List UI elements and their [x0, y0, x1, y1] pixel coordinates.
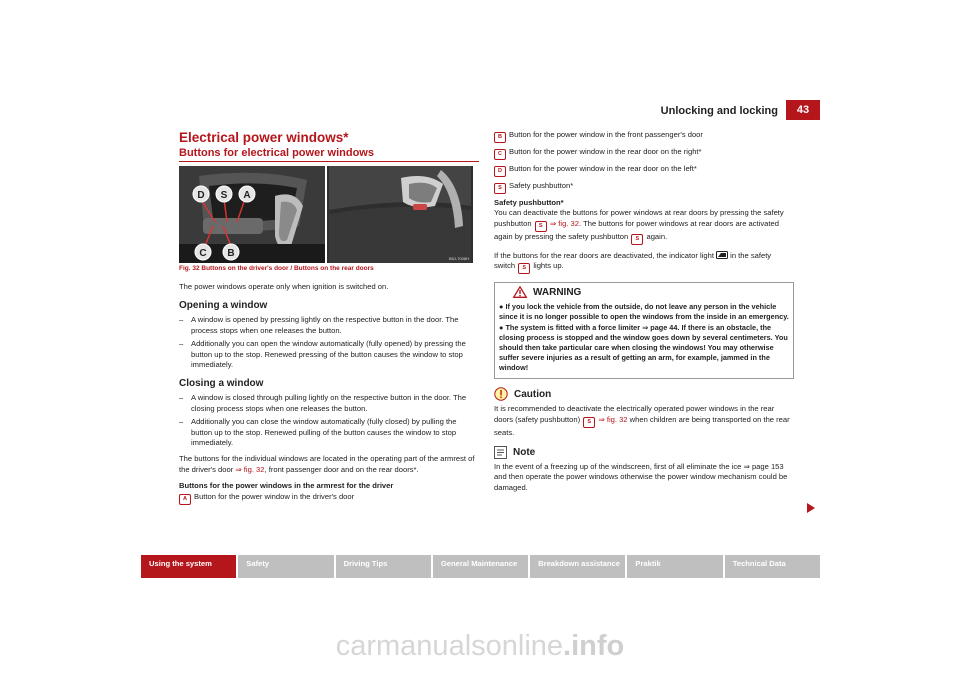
warning-box: [494, 282, 794, 379]
warning-title: WARNING: [533, 286, 582, 298]
callout-s: S: [220, 190, 228, 201]
page-ref-link-2[interactable]: ⇒ page 153: [743, 462, 784, 472]
button-item-ac: C Button for the power window in the rear door on the right*: [494, 147, 794, 160]
section-title: Electrical power windows*: [179, 130, 349, 145]
buttons-location-text: The buttons for the individual windows are located in the operating part of the armrest of the driver's door ⇒ fig. 32, front passenger door and on the rear doors*.: [179, 454, 475, 474]
callout-b: B: [227, 248, 235, 259]
tab-breakdown-assistance[interactable]: Breakdown assistance: [530, 555, 625, 578]
tab-safety[interactable]: Safety: [238, 555, 333, 578]
button-item-as: S Safety pushbutton*: [494, 181, 794, 194]
armrest-heading: Buttons for the power windows in the armrest for the driver: [179, 481, 394, 491]
note-icon: [494, 446, 507, 459]
tab-using-the-system[interactable]: Using the system: [141, 555, 236, 578]
badge-s-inline-3: S: [518, 263, 530, 274]
callout-d: D: [197, 190, 205, 201]
intro-text: The power windows operate only when ignition is switched on.: [179, 282, 389, 291]
right-column: [494, 130, 794, 493]
chapter-tabs: [141, 555, 820, 578]
caution-title-row: [494, 387, 794, 401]
warning-item-2: ● The system is fitted with a force limiter ⇒ page 44. If there is an obstacle, the closing process is stopped and the window goes down by several centimeters. You should then take particular care when closing the windows! You may otherwise suffer severe injuries as a result of getting an arm, for example, jammed in the window!: [499, 323, 788, 373]
badge-a: A: [179, 494, 191, 505]
watermark: carmanualsonline.info: [335, 630, 625, 662]
left-column: [179, 130, 479, 505]
tab-technical-data[interactable]: Technical Data: [725, 555, 820, 578]
safety-paragraph-2: If the buttons for the rear doors are deactivated, the indicator light in the safety switch S lights up.: [494, 251, 794, 274]
image-code: B5J-7008H: [448, 256, 469, 261]
badge-c: C: [494, 149, 506, 160]
closing-heading: Closing a window: [179, 378, 264, 390]
button-item-ad: D Button for the power window in the rear door on the left*: [494, 164, 794, 177]
page-ref-link[interactable]: ⇒ page 44: [642, 323, 678, 333]
warning-triangle-icon: [513, 286, 527, 298]
fig-ref-link-2[interactable]: ⇒ fig. 32: [549, 218, 579, 228]
opening-step-1: – A window is opened by pressing lightly on the respective button in the door. The process stops when one releases the button.: [179, 315, 479, 336]
fig-ref-link[interactable]: ⇒ fig. 32: [235, 464, 265, 474]
page-number: 43: [786, 100, 820, 120]
tab-driving-tips[interactable]: Driving Tips: [336, 555, 431, 578]
closing-step-1: – A window is closed through pulling lightly on the respective button in the door. The closing process stops when one releases the button.: [179, 393, 479, 414]
fig-ref-link-3[interactable]: ⇒ fig. 32: [598, 414, 628, 424]
figure-door-buttons: [179, 166, 473, 263]
callout-c: C: [199, 248, 207, 259]
closing-step-2: – Additionally you can close the window automatically (fully closed) by pulling the button up to the stop. Renewed pulling of the button causes the window to stop immediately.: [179, 417, 479, 448]
badge-b: B: [494, 132, 506, 143]
opening-step-2: – Additionally you can open the window automatically (fully opened) by pressing the button up to the stop. Renewed pressing of the button causes the window to stop immediately.: [179, 339, 479, 370]
safety-paragraph-1: You can deactivate the buttons for power windows at rear doors by pressing the safety pushbutton S ⇒ fig. 32. The buttons for power windows at rear doors are activated again by pressing the safety pushbutton S again.: [494, 208, 794, 244]
badge-d: D: [494, 166, 506, 177]
window-lock-indicator-icon: [716, 251, 728, 259]
running-header-title: Unlocking and locking: [660, 105, 778, 117]
tab-praktik[interactable]: Praktik: [627, 555, 722, 578]
badge-s-inline-2: S: [631, 234, 643, 245]
note-title-row: [494, 446, 794, 459]
callout-a: A: [243, 190, 251, 201]
door-buttons-illustration: [179, 166, 473, 263]
caution-icon: [494, 387, 508, 401]
button-item-ab: B Button for the power window in the front passenger's door: [494, 130, 794, 143]
button-item-aa: A Button for the power window in the driver's door: [179, 492, 479, 505]
badge-s-inline: S: [535, 221, 547, 232]
safety-heading: Safety pushbutton*: [494, 198, 564, 207]
caution-text: It is recommended to deactivate the electrically operated power windows in the rear doors (safety pushbutton) S ⇒ fig. 32 when children are being transported on the rear seats.: [494, 404, 790, 437]
note-title: Note: [513, 447, 536, 459]
section-subtitle: Buttons for electrical power windows: [179, 147, 479, 162]
tab-general-maintenance[interactable]: General Maintenance: [433, 555, 528, 578]
continue-arrow-icon: [806, 502, 816, 514]
badge-s-caution: S: [583, 417, 595, 428]
warning-title-row: [513, 286, 789, 298]
warning-item-1: ● If you lock the vehicle from the outside, do not leave any person in the vehicle since it is no longer possible to open the windows from the inside in an emergency.: [499, 302, 789, 322]
note-text: In the event of a freezing up of the windscreen, first of all eliminate the ice ⇒ page 153 and then operate the power windows otherwise the power window mechanism could be damaged.: [494, 462, 788, 492]
opening-heading: Opening a window: [179, 300, 268, 312]
badge-s: S: [494, 183, 506, 194]
caution-title: Caution: [514, 388, 552, 400]
figure-caption: Fig. 32 Buttons on the driver's door / Buttons on the rear doors: [179, 265, 374, 272]
